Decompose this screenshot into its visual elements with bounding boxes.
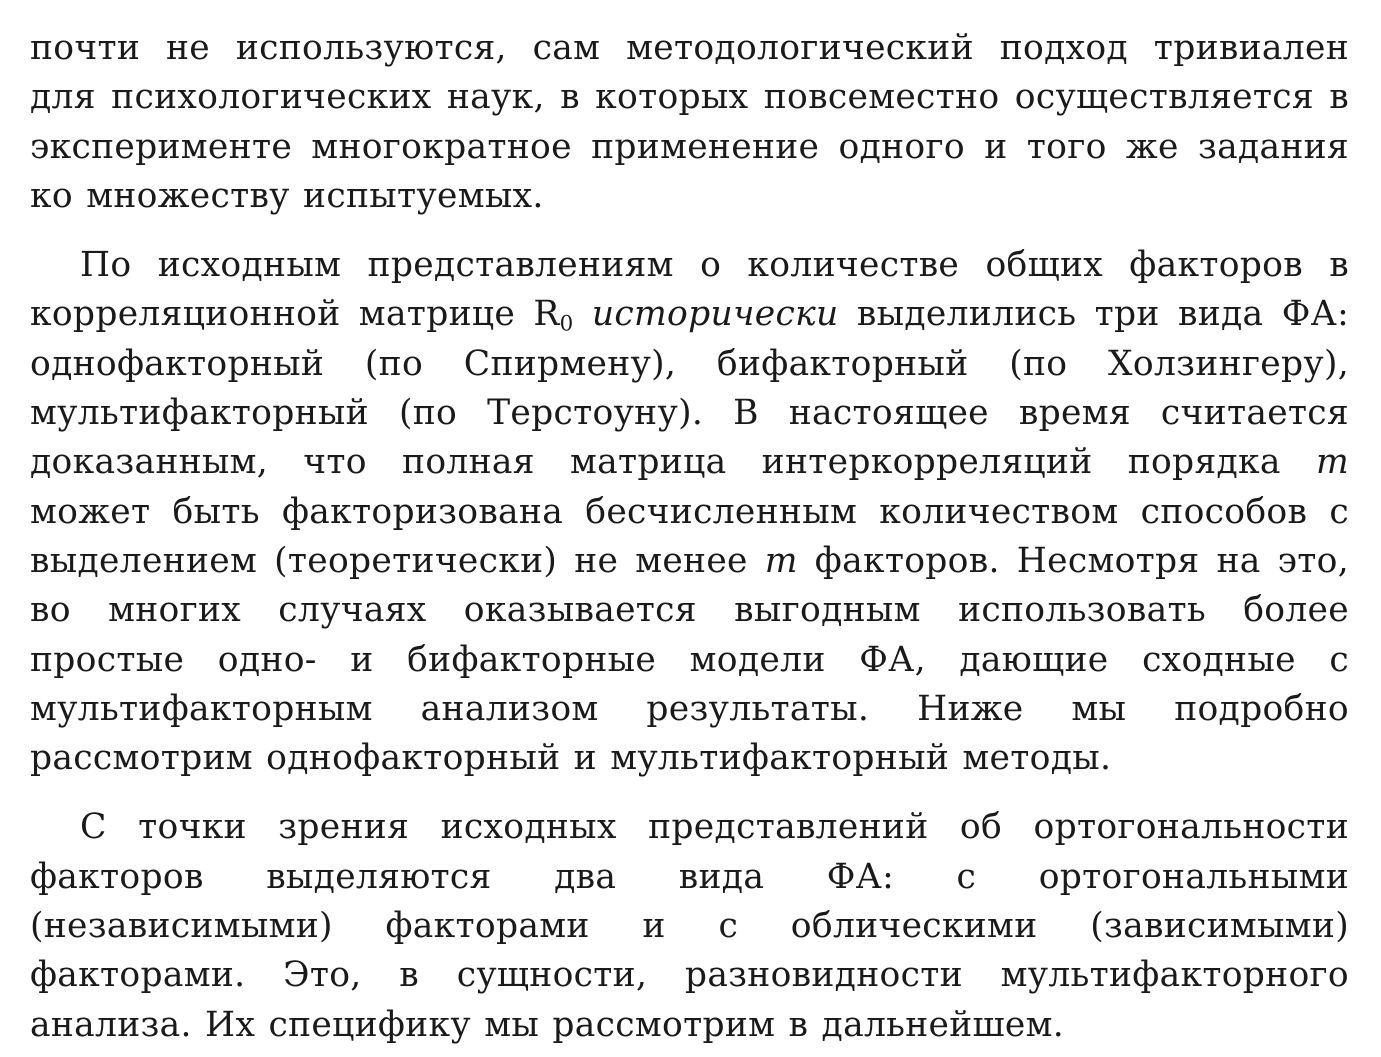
matrix-symbol: R <box>533 294 560 335</box>
paragraph-text-segment: По исходным представлениям о количестве общих факторов в корреляционной матрице <box>30 245 1349 335</box>
paragraph-text-segment: выделились три вида ФА: однофакторный (по Спирмену), бифакторный (по Холзингеру), мультифакторный (по Терстоуну). В настоящее время считается доказанным, что полная матрица интеркорреляций порядка <box>30 294 1349 483</box>
paragraph-continuation: почти не используются, сам методологический подход тривиален для психологических наук, в которых повсеместно осуществляется в эксперименте многократное применение одного и того же задания ко множеству испытуемых. <box>30 28 1349 216</box>
paragraph-fa-orthogonality: С точки зрения исходных представлений об ортогональности факторов выделяются два вида ФА: с ортогональными (независимыми) факторами и с облическими (зависимыми) факторами. Это, в сущности, разновидности мультифакторного анализа. Их специфику мы рассмотрим в дальнейшем. <box>30 807 1349 1045</box>
math-variable: m <box>764 540 798 581</box>
matrix-subscript: 0 <box>559 311 574 337</box>
paragraph-text-segment: может быть факторизована бесчисленным количеством способов с выделением (теоретически) не менее <box>30 491 1349 581</box>
math-variable: m <box>1315 442 1349 483</box>
paragraph-text-segment: факторов. Несмотря на это, во многих случаях оказывается выгодным использовать более простые одно- и бифакторные модели ФА, дающие сходные с мультифакторным анализом результаты. Ниже мы подробно рассмотрим однофакторный и мультифакторный методы. <box>30 540 1349 779</box>
emphasized-word: исторически <box>591 294 839 335</box>
paragraph-fa-types-by-factor-count <box>30 241 1349 783</box>
